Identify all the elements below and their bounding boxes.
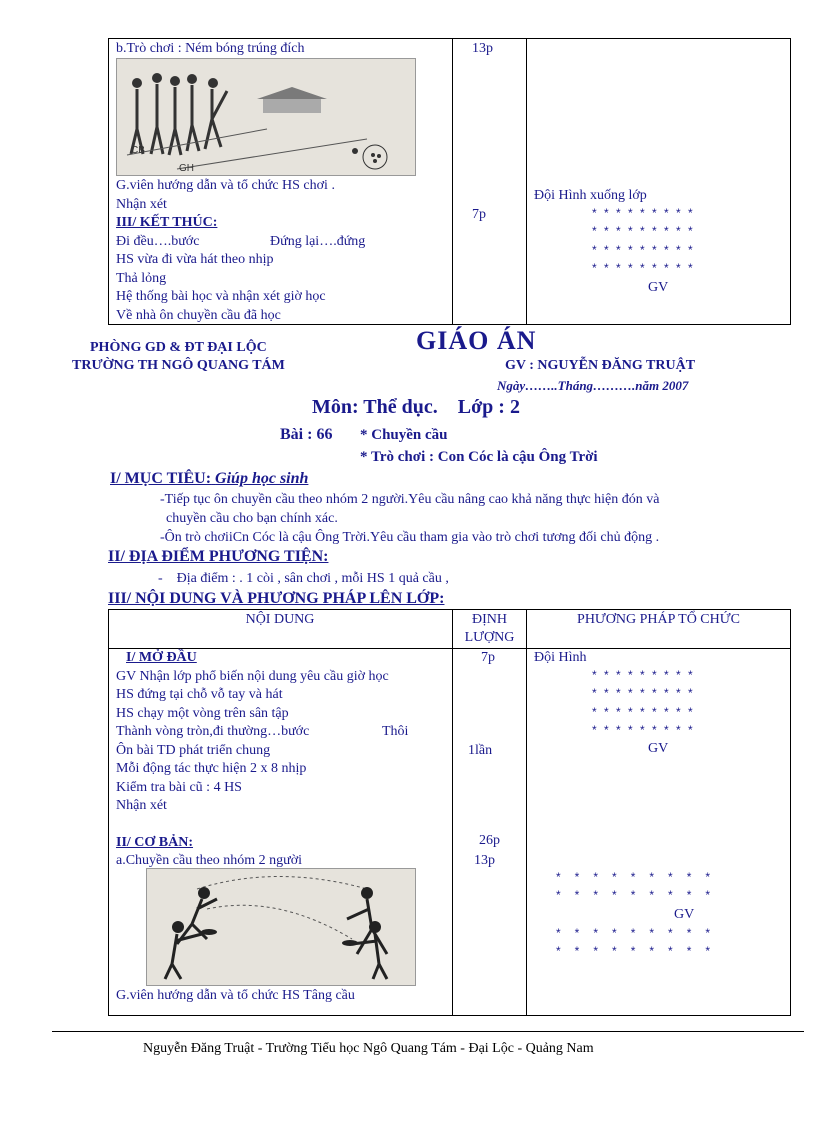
exercise-reps: 1lần <box>468 743 493 758</box>
subject-line: Môn: Thể dục. Lớp : 2 <box>312 396 520 418</box>
objective-line: -Tiếp tục ôn chuyền cầu theo nhóm 2 người.Yêu cầu nâng cao khả năng thực hiện đón và <box>160 492 660 507</box>
location-heading: II/ ĐỊA ĐIỂM PHƯƠNG TIỆN: <box>108 548 329 565</box>
game-duration: 13p <box>472 41 493 56</box>
gv-label: GV <box>648 741 669 756</box>
lesson-item-1: * Chuyền cầu <box>360 427 448 443</box>
guide-text: G.viên hướng dẫn và tổ chức HS chơi . <box>116 178 335 193</box>
ending-heading: III/ KẾT THÚC: <box>116 215 218 230</box>
content-line: HS chạy một vòng trên sân tập <box>116 706 289 721</box>
march-text: Đi đều….bước <box>116 234 200 249</box>
shuttlecock-passing-illustration <box>146 868 416 986</box>
main-duration: 26p <box>479 833 500 848</box>
col-header-method: PHƯƠNG PHÁP TỔ CHỨC <box>577 612 740 627</box>
stars-row: * * * * * * * * * <box>592 723 695 737</box>
lesson-item-2: * Trò chơi : Con Cóc là cậu Ông Trời <box>360 449 598 465</box>
stars-row: * * * * * * * * * <box>556 926 712 940</box>
sing-walk-text: HS vừa đi vừa hát theo nhịp <box>116 252 274 267</box>
content-heading: III/ NỘI DUNG VÀ PHƯƠNG PHÁP LÊN LỚP: <box>108 590 445 607</box>
ending-duration: 7p <box>472 207 486 222</box>
date-line: Ngày……..Tháng……….năm 2007 <box>497 378 689 393</box>
footer-rule <box>52 1031 804 1032</box>
content-line: Nhận xét <box>116 798 167 813</box>
col-header-content: NỘI DUNG <box>245 612 315 627</box>
col-header-quantity: ĐỊNH LƯỢNG <box>464 612 515 645</box>
school-name: TRƯỜNG TH NGÔ QUANG TÁM <box>72 358 285 373</box>
formation-title: Đội Hình xuống lớp <box>534 188 647 203</box>
objectives-heading: I/ MỤC TIÊU: Giúp học sinh <box>110 470 309 487</box>
warmup-duration: 7p <box>481 650 495 665</box>
content-line: G.viên hướng dẫn và tổ chức HS Tâng cầu <box>116 988 355 1003</box>
relax-text: Thả lỏng <box>116 271 167 286</box>
passing-duration: 13p <box>474 853 495 868</box>
stars-row: * * * * * * * * * <box>556 944 712 958</box>
gh-label: GH <box>179 163 194 174</box>
cb-label: CB <box>131 145 145 156</box>
warmup-heading: I/ MỞ ĐẦU <box>126 650 197 665</box>
formation-title: Đội Hình <box>534 650 587 665</box>
content-line: GV Nhận lớp phổ biến nội dung yêu cầu giờ học <box>116 669 389 684</box>
content-line: Thành vòng tròn,đi thường…bước <box>116 724 310 739</box>
stars-row: * * * * * * * * * <box>592 224 695 238</box>
objective-line: chuyền cầu cho bạn chính xác. <box>166 511 338 526</box>
stars-row: * * * * * * * * * <box>592 668 695 682</box>
location-line: - Địa điểm : . 1 còi , sân chơi , mỗi HS 1 quả cầu , <box>158 571 449 586</box>
stars-row: * * * * * * * * * <box>592 243 695 257</box>
comment-text: Nhận xét <box>116 197 167 212</box>
stars-row: * * * * * * * * * <box>592 206 695 220</box>
stop-text: Đứng lại….đứng <box>270 234 366 249</box>
review-text: Hệ thống bài học và nhận xét giờ học <box>116 289 326 304</box>
stars-row: * * * * * * * * * <box>556 888 712 902</box>
objective-line: -Ôn trò chơiiCn Cóc là cậu Ông Trời.Yêu cầu tham gia vào trò chơi tương đối chủ động . <box>160 530 660 545</box>
main-heading: II/ CƠ BẢN: <box>116 835 194 850</box>
content-line: Kiểm tra bài cũ : 4 HS <box>116 780 242 795</box>
dept-name: PHÒNG GD & ĐT ĐẠI LỘC <box>90 340 267 355</box>
content-line: Ôn bài TD phát triển chung <box>116 743 271 758</box>
teacher-name: GV : NGUYỄN ĐĂNG TRUẬT <box>505 358 696 373</box>
footer-text: Nguyễn Đăng Truật - Trường Tiểu học Ngô Quang Tám - Đại Lộc - Quảng Nam <box>143 1041 594 1056</box>
content-line: Mỗi động tác thực hiện 2 x 8 nhịp <box>116 761 307 776</box>
stars-row: * * * * * * * * * <box>592 705 695 719</box>
page-title: GIÁO ÁN <box>416 326 537 355</box>
lesson-number: Bài : 66 <box>280 426 333 443</box>
homework-text: Về nhà ôn chuyền cầu đã học <box>116 308 281 323</box>
stars-row: * * * * * * * * * <box>556 870 712 884</box>
throwing-game-illustration <box>116 58 416 176</box>
gv-label: GV <box>648 280 669 295</box>
content-line: HS đứng tại chỗ vỗ tay và hát <box>116 687 283 702</box>
gv-label: GV <box>674 907 695 922</box>
stars-row: * * * * * * * * * <box>592 686 695 700</box>
content-line: Thôi <box>382 724 409 739</box>
game-title: b.Trò chơi : Ném bóng trúng đích <box>116 41 305 56</box>
stars-row: * * * * * * * * * <box>592 261 695 275</box>
content-line: a.Chuyền cầu theo nhóm 2 người <box>116 853 303 868</box>
